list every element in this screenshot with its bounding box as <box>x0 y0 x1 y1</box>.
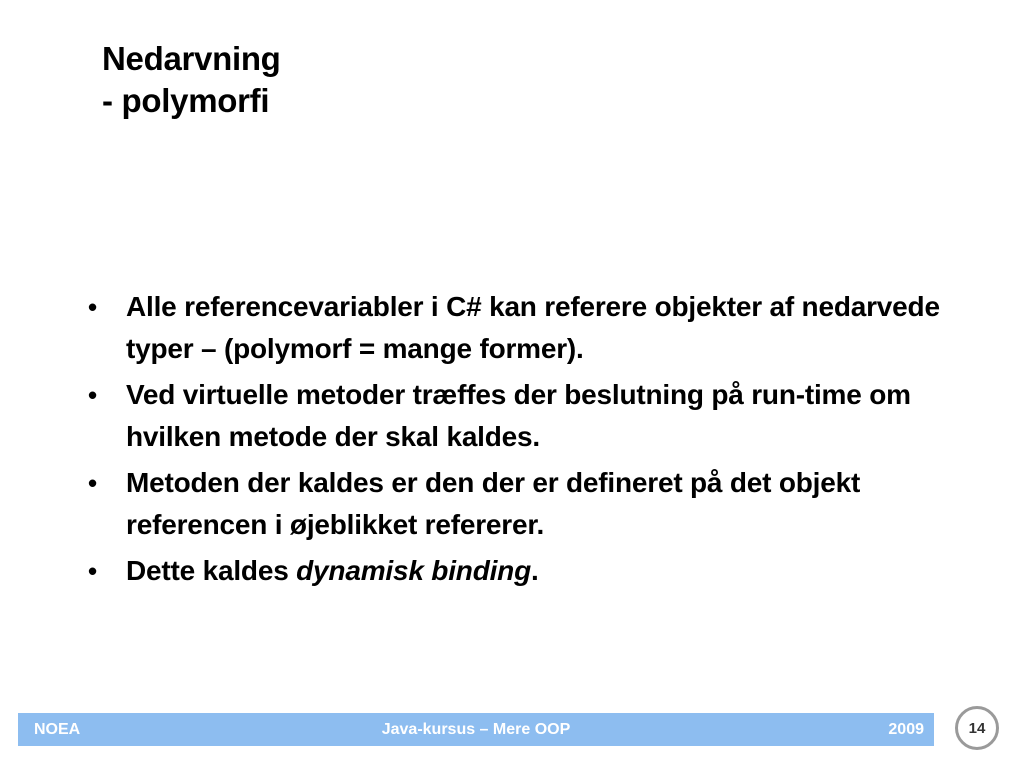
bullet-text-emphasis: dynamisk binding <box>296 555 531 586</box>
bullet-dot: • <box>88 380 97 410</box>
footer-organization: NOEA <box>34 721 81 738</box>
slide-title-line1: Nedarvning <box>102 40 281 77</box>
bullet-text: Metoden der kaldes er den der er defineret på det objekt referencen i øjeblikket refererer. <box>126 467 861 540</box>
footer-year: 2009 <box>888 721 924 738</box>
bullet-item <box>88 550 948 592</box>
bullet-text: Alle referencevariabler i C# kan referere objekter af nedarvede typer – (polymorf = mange former). <box>126 291 940 364</box>
footer-bar <box>18 713 934 746</box>
bullet-item <box>88 374 948 458</box>
bullet-item <box>88 286 948 370</box>
bullet-list <box>88 286 948 596</box>
bullet-text: Ved virtuelle metoder træffes der beslutning på run-time om hvilken metode der skal kaldes. <box>126 379 911 452</box>
bullet-text-suffix: . <box>530 555 539 586</box>
bullet-dot: • <box>88 468 97 498</box>
bullet-text-prefix: Dette kaldes <box>126 555 297 586</box>
page-number: 14 <box>968 719 986 737</box>
page-number-badge <box>955 706 999 750</box>
bullet-dot: • <box>88 556 97 586</box>
slide-title-line2: - polymorfi <box>102 82 270 119</box>
footer-course-title: Java-kursus – Mere OOP <box>381 721 571 738</box>
bullet-dot: • <box>88 292 97 322</box>
bullet-item <box>88 462 948 546</box>
slide-title <box>102 38 281 122</box>
